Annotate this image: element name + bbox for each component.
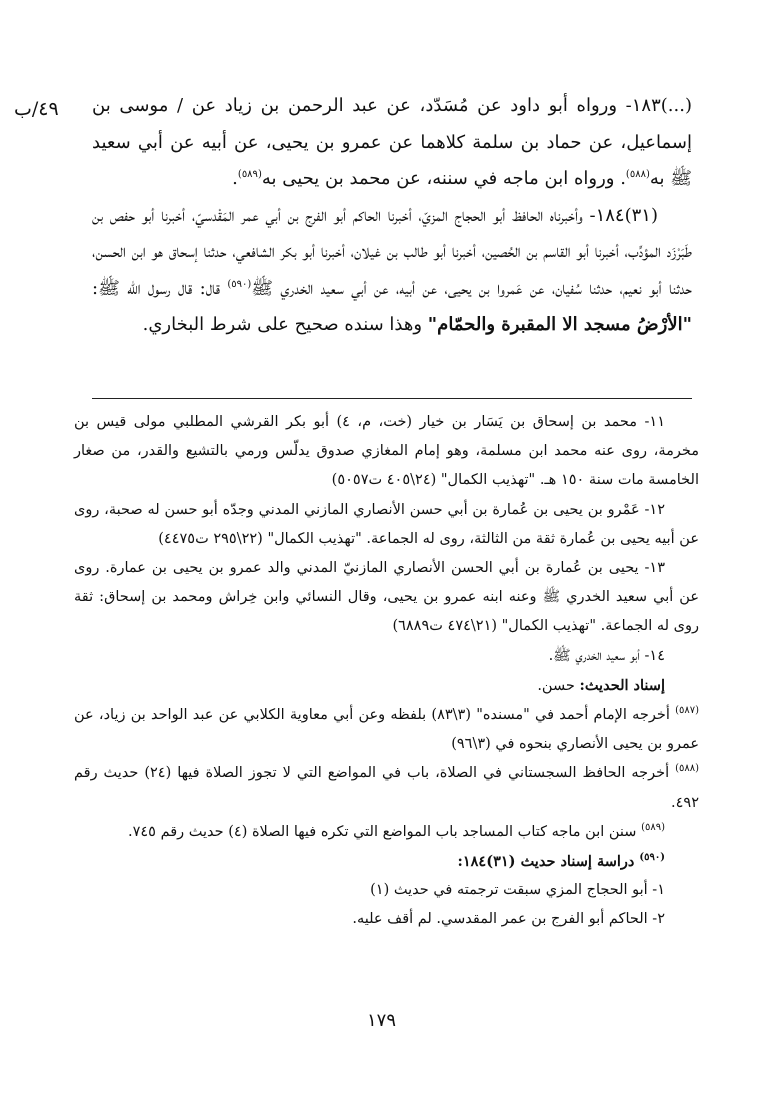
hadith-183-continuation: . ورواه ابن ماجه في سننه، عن محمد بن يحيى به [261, 168, 626, 189]
footnote-589-text: سنن ابن ماجه كتاب المساجد باب المواضع التي تكره فيها الصلاة (٤) حديث رقم ٧٤٥. [127, 823, 642, 840]
footnote-590 [74, 847, 699, 876]
isnad-label: إسناد الحديث: [579, 676, 665, 694]
footnote-587-text: أخرجه الإمام أحمد في "مسنده" (٣\٨٣) بلفظه وعن أبي معاوية الكلابي عن عبد الواحد بن زياد، عن عمرو بن يحيى الأنصاري بنحوه في (٣\٩٦) [74, 707, 699, 753]
hadith-184-grading: وهذا سنده صحيح على شرط البخاري. [142, 314, 428, 335]
study-item-1: ١- أبو الحجاج المزي سبقت ترجمته في حديث (١) [370, 882, 665, 899]
narrator-note-13: ١٣- يحيى بن عُمارة بن أبي الحسن الأنصاري المازنيّ المدني والد عمرو بن يحيى بن عمارة. روى عن أبي سعيد الخدري ﷺ وعنه ابنه عمرو بن يحيى، وقال النسائي وابن خِراش ومحمد بن إسحاق: ثقة روى له الجماعة. "تهذيب الكمال" (٢١\٤٧٤ ت٦٨٨٩) [74, 560, 699, 635]
footnote-589-number: (٥٨٩) [641, 822, 665, 834]
isnad-value: حسن. [537, 677, 580, 694]
footnote-ref-589[interactable]: (٥٨٩) [237, 169, 262, 180]
manuscript-folio-marker: ٤٩/ب [14, 98, 59, 120]
footnote-590-text: دراسة إسناد حديث (٣١)١٨٤: [457, 853, 640, 871]
hadith-183-end: . [232, 168, 238, 189]
narrator-note-12: ١٢- عَمْرو بن يحيى بن عُمارة بن أبي حسن الأنصاري المازني المدني وجدّه أبو حسن له صحبة، روى عن أبيه يحيى بن عُمارة ثقة من الثالثة، روى له الجماعة. "تهذيب الكمال" (٢٢\٢٩٥ ت٤٤٧٥) [74, 501, 699, 547]
narrator-note-14: ١٤- أبو سعيد الخدري ﷺ. [548, 647, 665, 664]
footnote-ref-590[interactable]: (٥٩٠) [227, 278, 252, 290]
footnotes [74, 408, 699, 935]
narrator-note-11: ١١- محمد بن إسحاق بن يَسَار بن خيار (خت، م، ٤) أبو بكر القرشي المطلبي مولى قيس بن مخرمة، روى عنه محمد ابن مسلمة، وهو إمام المغازي صدوق يدلّس ورمي بالتشيع والقدر، من صغار الخامسة مات سنة ١٥٠ هـ. "تهذيب الكمال" (٢٤\٤٠٥ ت٥٠٥٧) [74, 414, 699, 489]
footnote-divider [92, 398, 692, 399]
main-text [92, 88, 692, 344]
hadith-184-paragraph [92, 198, 692, 344]
isnad-grading [74, 671, 699, 701]
footnote-ref-588[interactable]: (٥٨٨) [625, 169, 650, 180]
hadith-183-text: (...)١٨٣- ورواه أبو داود عن مُسَدّد، عن عبد الرحمن بن زياد عن / موسى بن إسماعيل، عن حماد بن سلمة كلاهما عن عمرو بن يحيى، عن أبيه عن أبي سعيد ﷺ به [92, 95, 692, 189]
hadith-184-intro: قال: قال رسول الله ﷺ: [92, 277, 228, 299]
footnote-587 [74, 701, 699, 759]
footnote-588-text: أخرجه الحافظ السجستاني في الصلاة، باب في المواضع التي لا تجوز الصلاة فيها (٢٤) حديث رقم ٤٩٢. [74, 765, 699, 811]
hadith-183-paragraph [92, 88, 692, 198]
footnote-589 [74, 818, 699, 847]
hadith-184-isnad: (٣١)١٨٤- وأخبرناه الحافظ أبو الحجاج المزيّ، أخبرنا الحاكم أبو الفرج بن أبي عمر المَقْدسيّ، أخبرنا أبو حفص بن طَبَرْزَد المؤدِّب، أخبرنا أبو القاسم بن الحُصين، أخبرنا أبو طالب بن غيلان، أخبرنا أبو بكر الشافعي، حدثنا إسحاق هو ابن الحسن، حدثنا أبو نعيم، حدثنا سُفيان، عن عَمروا بن يحيى، عن أبيه، عن أبي سعيد الخدري ﷺ [92, 204, 692, 299]
page-number: ١٧٩ [366, 1010, 396, 1031]
footnote-590-number: (٥٩٠) [639, 852, 665, 864]
hadith-184-matn: "الأرْضُ مسجد الا المقبرة والحمّام" [427, 314, 692, 335]
footnote-588-number: (٥٨٨) [675, 763, 699, 775]
footnote-588 [74, 759, 699, 817]
study-item-2: ٢- الحاكم أبو الفرج بن عمر المقدسي. لم أقف عليه. [352, 911, 665, 928]
footnote-587-number: (٥٨٧) [675, 705, 700, 717]
